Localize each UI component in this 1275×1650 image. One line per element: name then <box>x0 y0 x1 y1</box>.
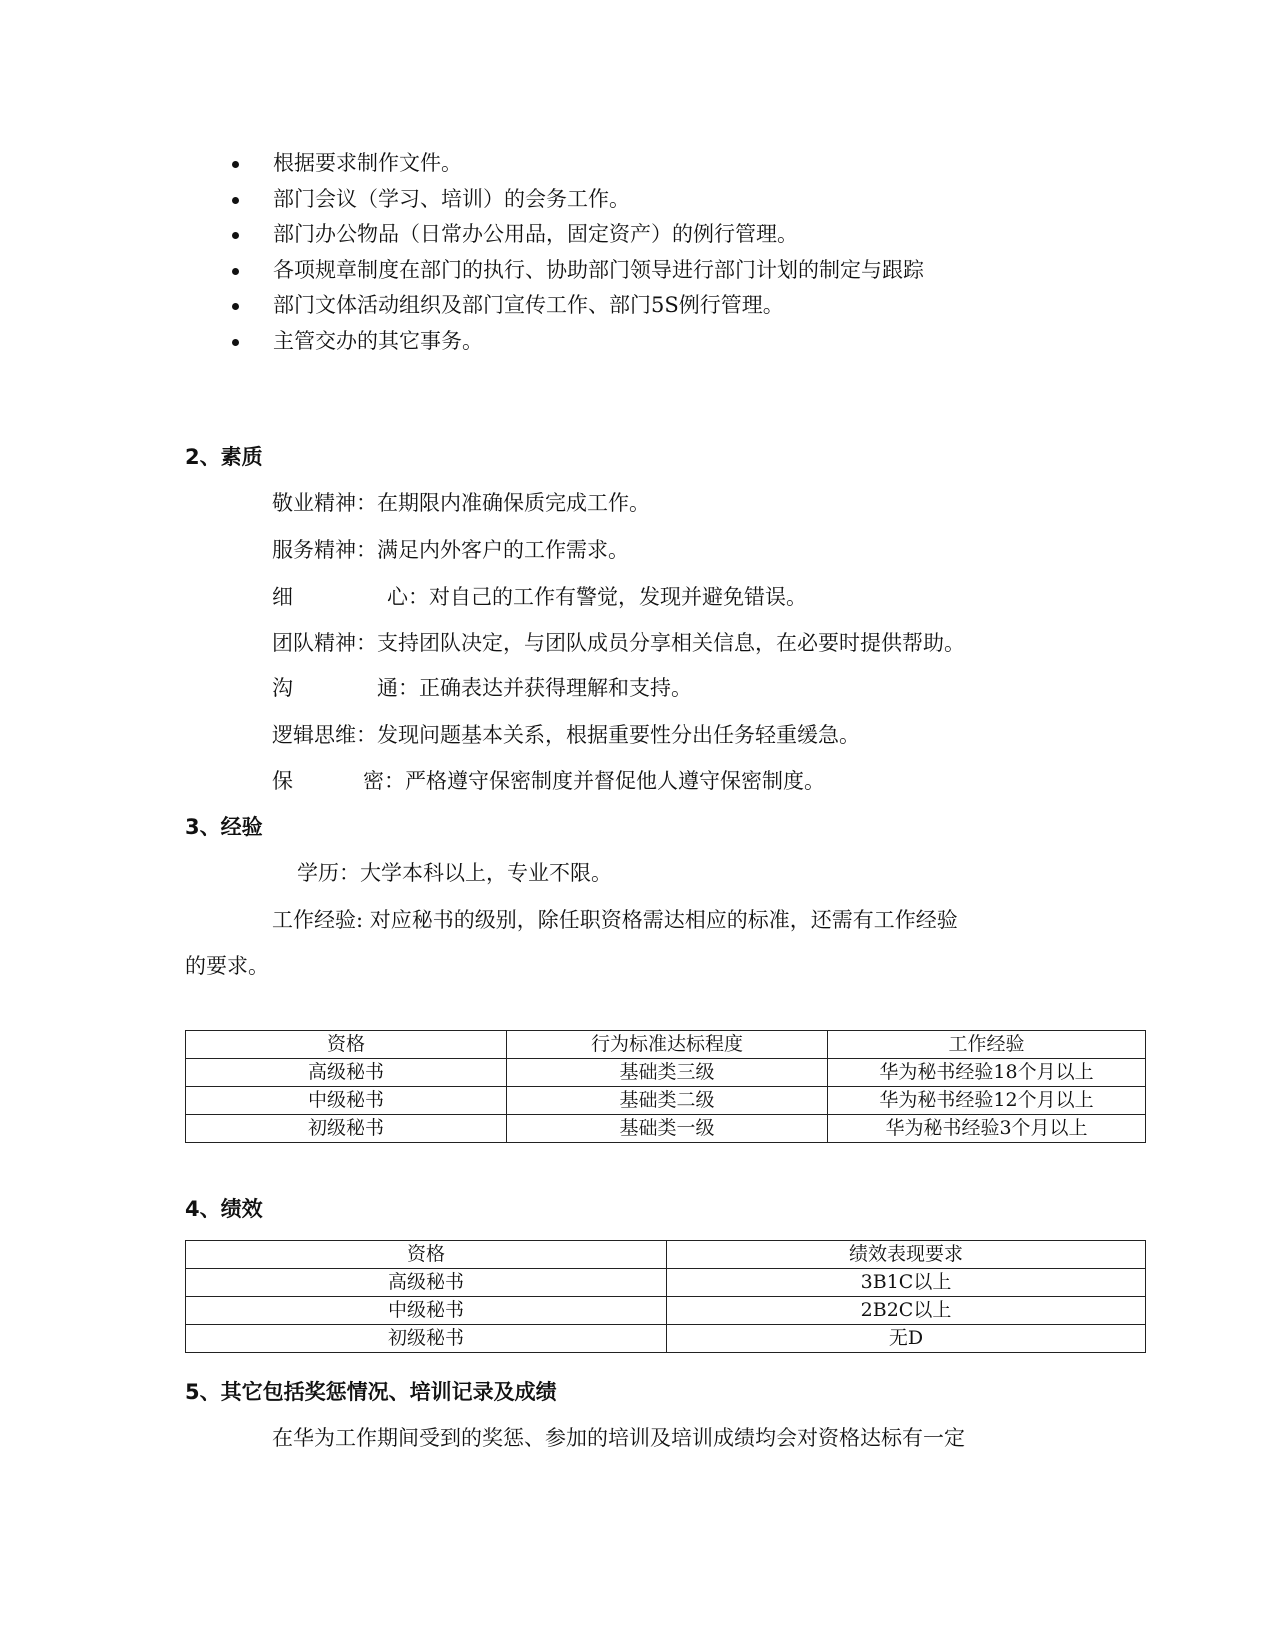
quality-label: 保 <box>272 769 293 793</box>
experience-text-cont: 的要求。 <box>185 954 269 978</box>
table-cell: 高级秘书 <box>186 1269 667 1297</box>
list-item: 根据要求制作文件。 <box>232 148 924 184</box>
bullet-icon <box>232 268 239 275</box>
table-cell: 无D <box>667 1325 1146 1353</box>
quality-label: 服务精神： <box>272 538 377 562</box>
table-row <box>186 1059 1146 1087</box>
table-header-row <box>186 1241 1146 1269</box>
bullet-icon <box>232 197 239 204</box>
table-cell: 基础类二级 <box>507 1087 828 1115</box>
quality-value: 发现问题基本关系，根据重要性分出任务轻重缓急。 <box>377 723 860 747</box>
table-row <box>186 1115 1146 1143</box>
table-header-cell: 资格 <box>186 1031 507 1059</box>
list-item: 部门办公物品（日常办公用品，固定资产）的例行管理。 <box>232 219 924 255</box>
table-header-cell: 资格 <box>186 1241 667 1269</box>
table-header-row <box>186 1031 1146 1059</box>
quality-row <box>272 673 692 703</box>
duties-list <box>232 148 924 361</box>
table-cell: 高级秘书 <box>186 1059 507 1087</box>
quality-row <box>272 582 807 612</box>
table-row <box>186 1297 1146 1325</box>
list-item: 部门文体活动组织及部门宣传工作、部门5S例行管理。 <box>232 290 924 326</box>
table-row <box>186 1325 1146 1353</box>
bullet-icon <box>232 161 239 168</box>
education-text: 学历：大学本科以上，专业不限。 <box>297 861 612 885</box>
table-header-cell: 绩效表现要求 <box>667 1241 1146 1269</box>
table-cell: 华为秘书经验18个月以上 <box>828 1059 1146 1087</box>
quality-value: 满足内外客户的工作需求。 <box>377 538 629 562</box>
experience-table <box>185 1030 1146 1143</box>
table-header-cell: 工作经验 <box>828 1031 1146 1059</box>
quality-row <box>272 535 629 565</box>
experience-text: 工作经验: 对应秘书的级别，除任职资格需达相应的标准，还需有工作经验 <box>272 908 958 932</box>
table-header-cell: 行为标准达标程度 <box>507 1031 828 1059</box>
table-row <box>186 1269 1146 1297</box>
section-heading-performance: 4、绩效 <box>185 1197 263 1221</box>
bullet-icon <box>232 339 239 346</box>
quality-value: 严格遵守保密制度并督促他人遵守保密制度。 <box>405 769 825 793</box>
quality-label: 通： <box>377 676 419 700</box>
table-cell: 初级秘书 <box>186 1115 507 1143</box>
quality-label: 团队精神： <box>272 631 377 655</box>
table-row <box>186 1087 1146 1115</box>
quality-label: 心： <box>387 585 429 609</box>
table-cell: 中级秘书 <box>186 1297 667 1325</box>
section-heading-experience: 3、经验 <box>185 815 263 839</box>
table-cell: 基础类三级 <box>507 1059 828 1087</box>
table-cell: 3B1C以上 <box>667 1269 1146 1297</box>
quality-row <box>272 488 650 518</box>
quality-label: 逻辑思维： <box>272 723 377 747</box>
list-item: 部门会议（学习、培训）的会务工作。 <box>232 184 924 220</box>
other-text: 在华为工作期间受到的奖惩、参加的培训及培训成绩均会对资格达标有一定 <box>272 1426 965 1450</box>
quality-value: 在期限内准确保质完成工作。 <box>377 491 650 515</box>
quality-value: 正确表达并获得理解和支持。 <box>419 676 692 700</box>
table-cell: 2B2C以上 <box>667 1297 1146 1325</box>
table-cell: 基础类一级 <box>507 1115 828 1143</box>
quality-row <box>272 628 965 658</box>
quality-label: 密： <box>363 769 405 793</box>
quality-label: 细 <box>272 585 293 609</box>
list-item: 各项规章制度在部门的执行、协助部门领导进行部门计划的制定与跟踪 <box>232 255 924 291</box>
table-cell: 华为秘书经验12个月以上 <box>828 1087 1146 1115</box>
quality-row <box>272 720 860 750</box>
table-cell: 中级秘书 <box>186 1087 507 1115</box>
quality-label: 敬业精神： <box>272 491 377 515</box>
bullet-icon <box>232 303 239 310</box>
section-heading-qualities: 2、素质 <box>185 445 263 469</box>
quality-label: 沟 <box>272 676 293 700</box>
quality-row <box>272 766 825 796</box>
quality-value: 对自己的工作有警觉，发现并避免错误。 <box>429 585 807 609</box>
bullet-icon <box>232 232 239 239</box>
section-heading-other: 5、其它包括奖惩情况、培训记录及成绩 <box>185 1380 557 1404</box>
list-item: 主管交办的其它事务。 <box>232 326 924 362</box>
table-cell: 初级秘书 <box>186 1325 667 1353</box>
performance-table <box>185 1240 1146 1353</box>
table-cell: 华为秘书经验3个月以上 <box>828 1115 1146 1143</box>
quality-value: 支持团队决定，与团队成员分享相关信息，在必要时提供帮助。 <box>377 631 965 655</box>
